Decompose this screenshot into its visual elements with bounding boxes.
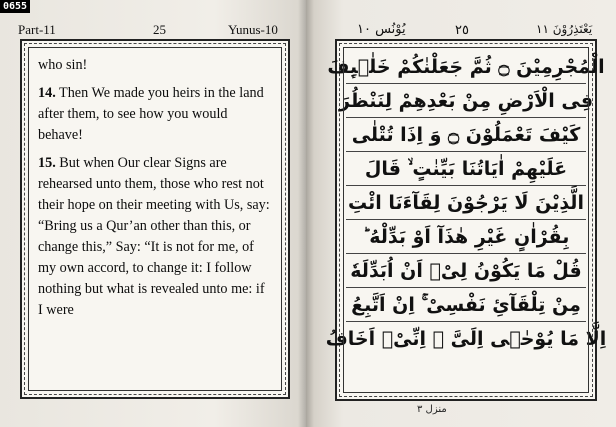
- translation-text: [32, 51, 278, 387]
- arabic-line: الْمُجْرِمِيْنَ ۝ ثُمَّ جَعَلْنٰكُمْ خَلٰۤىِٕفَ: [346, 50, 586, 84]
- translation-frame: [20, 39, 290, 399]
- left-header-page-number: 25: [153, 22, 166, 37]
- right-header-surah: يُوْنُس ١٠: [357, 22, 406, 37]
- left-header-surah: Yunus-10: [228, 22, 278, 37]
- arabic-line: فِى الْاَرْضِ مِنْ بَعْدِهِمْ لِنَنْظُرَ: [346, 84, 586, 118]
- right-header-page-number: ٢٥: [455, 22, 469, 37]
- arabic-line: اِلَّا مَا يُوْحٰۤى اِلَىَّ ۚ اِنِّىْۤ اَخَافُ: [325, 328, 607, 350]
- translation-paragraph-15: 15. But when Our clear Signs are rehearsed unto them, those who rest not their hope on their meeting with Us, say: “Bring us a Qur’an other than this, or change this,” Say: “It is not for me, of my own accord, to change it: I follow nothing but what is revealed unto me: if I were: [38, 155, 270, 318]
- translation-paragraph-0: who sin!: [38, 57, 88, 73]
- arabic-line: الَّذِيْنَ لَا يَرْجُوْنَ لِقَآءَنَا ائْتِ: [346, 186, 586, 220]
- arabic-lines: [325, 50, 607, 390]
- image-number-badge: 0655: [0, 0, 30, 13]
- book-gutter: [298, 0, 314, 427]
- arabic-line: كَيْفَ تَعْمَلُوْنَ ۝ وَ اِذَا تُتْلٰى: [346, 118, 586, 152]
- left-page: [0, 0, 306, 427]
- translation-paragraph-14: 14. Then We made you heirs in the land after them, to see how you would behave!: [38, 85, 264, 143]
- manzil-marker: منزل ٣: [417, 404, 447, 415]
- verse-number: 15.: [38, 155, 56, 171]
- arabic-line: قُلْ مَا يَكُوْنُ لِىْۤ اَنْ اُبَدِّلَهٗ: [346, 254, 586, 288]
- left-header-part: Part-11: [18, 22, 56, 37]
- right-header-part: يَعْتَذِرُوْنَ ١١: [536, 22, 593, 36]
- verse-number: 14.: [38, 85, 56, 101]
- arabic-line: عَلَيْهِمْ اٰيَاتُنَا بَيِّنٰتٍ ۙ قَالَ: [346, 152, 586, 186]
- arabic-text-frame: [325, 39, 607, 401]
- arabic-line: بِقُرْاٰنٍ غَيْرِ هٰذَآ اَوْ بَدِّلْهُ ؕ: [346, 220, 586, 254]
- arabic-line: مِنْ تِلْقَآئِ نَفْسِىْ ۚ اِنْ اَتَّبِعُ: [346, 288, 586, 322]
